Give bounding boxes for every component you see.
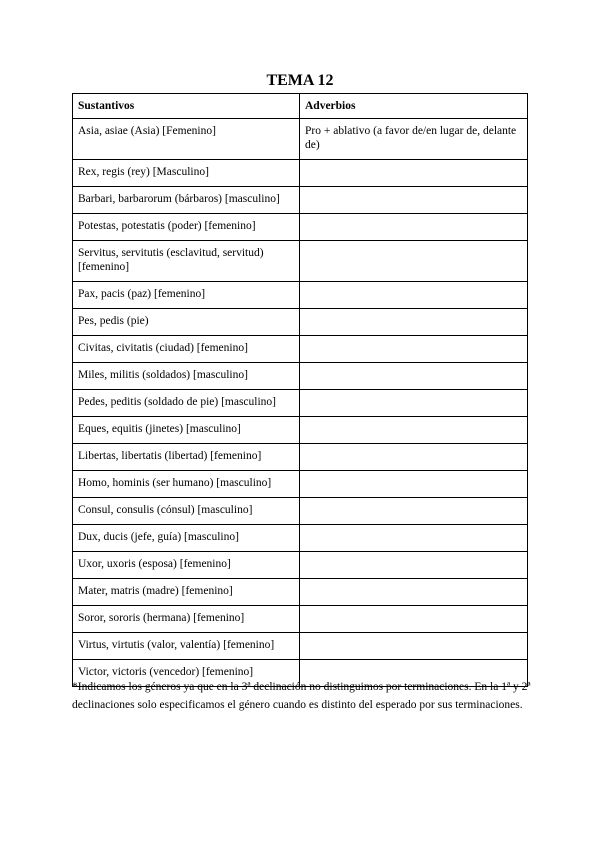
noun-cell: Rex, regis (rey) [Masculino] (73, 160, 300, 187)
table-row (73, 390, 528, 417)
table-row (73, 119, 528, 160)
table-row (73, 214, 528, 241)
page-title: TEMA 12 (266, 72, 334, 89)
noun-cell: Servitus, servitutis (esclavitud, servitud) [femenino] (73, 241, 300, 282)
adverb-cell (300, 417, 528, 444)
adverb-cell (300, 498, 528, 525)
table-row (73, 579, 528, 606)
noun-cell: Barbari, barbarorum (bárbaros) [masculino] (73, 187, 300, 214)
noun-cell: Miles, militis (soldados) [masculino] (73, 363, 300, 390)
adverb-cell (300, 187, 528, 214)
adverb-cell (300, 214, 528, 241)
table-row (73, 444, 528, 471)
adverb-cell (300, 309, 528, 336)
adverb-cell: Pro + ablativo (a favor de/en lugar de, delante de) (300, 119, 528, 160)
vocabulary-table (72, 93, 528, 687)
table-row (73, 309, 528, 336)
noun-cell: Pes, pedis (pie) (73, 309, 300, 336)
noun-cell: Soror, sororis (hermana) [femenino] (73, 606, 300, 633)
adverb-cell (300, 552, 528, 579)
adverb-cell (300, 363, 528, 390)
table-row (73, 363, 528, 390)
noun-cell: Civitas, civitatis (ciudad) [femenino] (73, 336, 300, 363)
noun-cell: Libertas, libertatis (libertad) [femenino] (73, 444, 300, 471)
header-sustantivos: Sustantivos (73, 94, 300, 119)
adverb-cell (300, 579, 528, 606)
table-row (73, 241, 528, 282)
table-row (73, 336, 528, 363)
table-row (73, 282, 528, 309)
adverb-cell (300, 525, 528, 552)
header-adverbios: Adverbios (300, 94, 528, 119)
table-row (73, 160, 528, 187)
table-row (73, 471, 528, 498)
noun-cell: Asia, asiae (Asia) [Femenino] (73, 119, 300, 160)
adverb-cell (300, 606, 528, 633)
table-row (73, 633, 528, 660)
noun-cell: Eques, equitis (jinetes) [masculino] (73, 417, 300, 444)
adverb-cell (300, 282, 528, 309)
adverb-cell (300, 241, 528, 282)
adverb-cell (300, 160, 528, 187)
table-header-row (73, 94, 528, 119)
footnote: *Indicamos los géneros ya que en la 3ª declinación no distinguimos por terminaciones. En la 1ª y 2ª declinaciones solo especificamos el género cuando es distinto del esperado por sus terminaciones. (72, 681, 531, 711)
table-row (73, 417, 528, 444)
noun-cell: Mater, matris (madre) [femenino] (73, 579, 300, 606)
noun-cell: Potestas, potestatis (poder) [femenino] (73, 214, 300, 241)
adverb-cell (300, 444, 528, 471)
table-row (73, 187, 528, 214)
noun-cell: Virtus, virtutis (valor, valentía) [femenino] (73, 633, 300, 660)
noun-cell: Pax, pacis (paz) [femenino] (73, 282, 300, 309)
adverb-cell (300, 471, 528, 498)
table-row (73, 606, 528, 633)
noun-cell: Dux, ducis (jefe, guía) [masculino] (73, 525, 300, 552)
adverb-cell (300, 633, 528, 660)
table-row (73, 498, 528, 525)
adverb-cell (300, 336, 528, 363)
adverb-cell (300, 390, 528, 417)
noun-cell: Victor, victoris (vencedor) [femenino] (73, 660, 300, 687)
noun-cell: Homo, hominis (ser humano) [masculino] (73, 471, 300, 498)
table-row (73, 525, 528, 552)
noun-cell: Consul, consulis (cónsul) [masculino] (73, 498, 300, 525)
noun-cell: Uxor, uxoris (esposa) [femenino] (73, 552, 300, 579)
table-row (73, 552, 528, 579)
noun-cell: Pedes, peditis (soldado de pie) [masculino] (73, 390, 300, 417)
